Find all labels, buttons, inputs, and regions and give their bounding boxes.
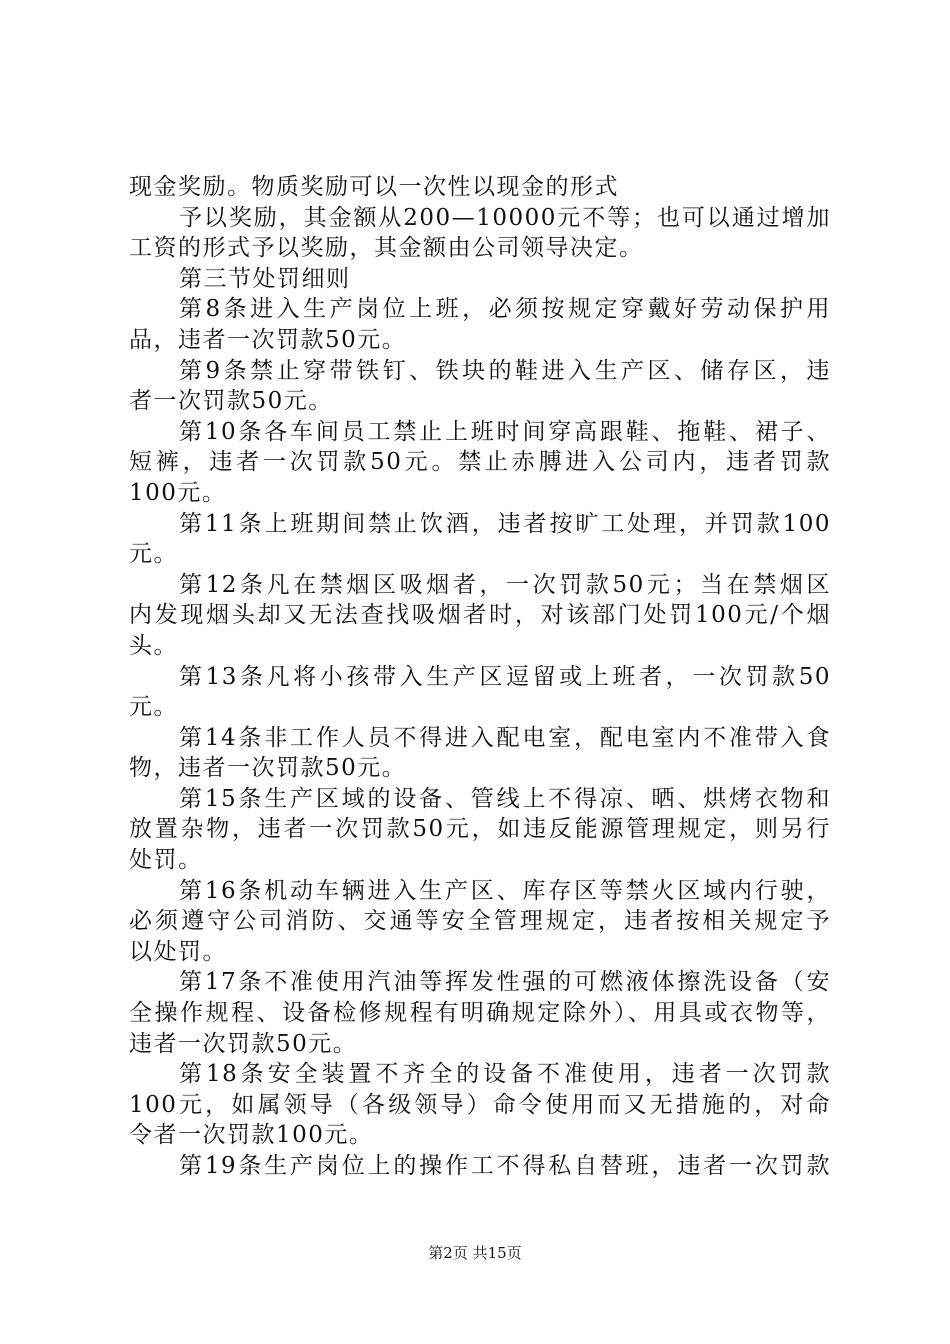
text-line: 第15条生产区域的设备、管线上不得凉、晒、烘烤衣物和 xyxy=(179,785,831,812)
text-line: 第14条非工作人员不得进入配电室，配电室内不准带入食 xyxy=(179,724,831,751)
text-line: 第9条禁止穿带铁钉、铁块的鞋进入生产区、储存区，违 xyxy=(179,357,831,384)
text-line: 工资的形式予以奖励，其金额由公司领导决定。 xyxy=(129,235,644,262)
text-line: 元。 xyxy=(129,541,178,568)
document-body xyxy=(129,172,831,1182)
text-line: 品，违者一次罚款50元。 xyxy=(129,326,407,353)
text-line: 第11条上班期间禁止饮酒，违者按旷工处理，并罚款100 xyxy=(179,510,831,537)
text-line: 第三节处罚细则 xyxy=(179,265,351,292)
text-line: 内发现烟头却又无法查找吸烟者时，对该部门处罚100元/个烟 xyxy=(129,602,831,629)
text-line: 第10条各车间员工禁止上班时间穿高跟鞋、拖鞋、裙子、 xyxy=(179,418,831,445)
text-line: 现金奖励。物质奖励可以一次性以现金的形式 xyxy=(129,174,619,200)
text-line: 令者一次罚款100元。 xyxy=(129,1122,374,1149)
text-line: 放置杂物，违者一次罚款50元，如违反能源管理规定，则另行 xyxy=(129,816,831,843)
page-footer: 第2页 共15页 xyxy=(428,1244,522,1262)
text-line: 第12条凡在禁烟区吸烟者，一次罚款50元；当在禁烟区 xyxy=(179,571,831,598)
text-line: 必须遵守公司消防、交通等安全管理规定，违者按相关规定予 xyxy=(129,908,831,935)
text-line: 予以奖励，其金额从200—10000元不等；也可以通过增加 xyxy=(179,204,831,231)
text-line: 第8条进入生产岗位上班，必须按规定穿戴好劳动保护用 xyxy=(179,296,831,323)
text-line: 第17条不准使用汽油等挥发性强的可燃液体擦洗设备（安 xyxy=(179,969,831,996)
text-line: 第18条安全装置不齐全的设备不准使用，违者一次罚款 xyxy=(179,1061,831,1088)
text-line: 全操作规程、设备检修规程有明确规定除外）、用具或衣物等， xyxy=(129,1000,831,1027)
text-line: 第13条凡将小孩带入生产区逗留或上班者，一次罚款50 xyxy=(179,663,831,690)
text-line: 100元。 xyxy=(129,479,227,506)
text-line: 违者一次罚款50元。 xyxy=(129,1030,358,1057)
text-line: 以处罚。 xyxy=(129,938,227,965)
text-line: 100元，如属领导（各级领导）命令使用而又无措施的，对命 xyxy=(129,1091,831,1118)
text-line: 者一次罚款50元。 xyxy=(129,388,333,415)
text-line: 第19条生产岗位上的操作工不得私自替班，违者一次罚款 xyxy=(179,1153,831,1179)
text-line: 第16条机动车辆进入生产区、库存区等禁火区域内行驶， xyxy=(179,877,831,904)
text-line: 物，违者一次罚款50元。 xyxy=(129,755,407,782)
text-line: 头。 xyxy=(129,632,178,659)
text-line: 短裤，违者一次罚款50元。禁止赤膊进入公司内，违者罚款 xyxy=(129,449,831,476)
text-line: 处罚。 xyxy=(129,847,203,874)
text-line: 元。 xyxy=(129,694,178,721)
